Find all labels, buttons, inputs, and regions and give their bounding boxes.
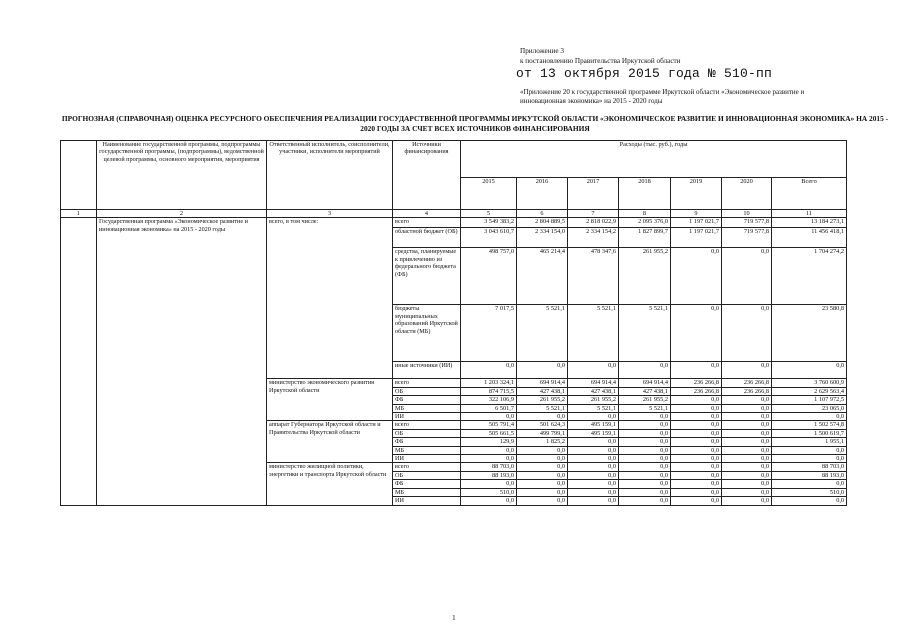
year-value: 261 955,2 (568, 396, 619, 404)
year-value: 0,0 (722, 480, 772, 488)
year-value: 0,0 (671, 396, 722, 404)
year-value: 0,0 (722, 421, 772, 429)
funding-source: ОБ (393, 387, 461, 395)
resolution-date: от 13 октября 2015 года № 510-пп (516, 66, 773, 81)
year-value: 236 266,8 (671, 379, 722, 387)
funding-source: ИИ (393, 455, 461, 463)
year-value: 0,0 (517, 455, 568, 463)
year-value: 0,0 (619, 429, 671, 437)
year-value: 0,0 (722, 438, 772, 446)
year-value: 0,0 (671, 463, 722, 471)
year-value: 0,0 (619, 455, 671, 463)
executor-name: аппарат Губернатора Иркутской области и Правительства Иркутской области (267, 421, 393, 463)
year-value: 0,0 (619, 421, 671, 429)
year-value: 1 203 324,1 (461, 379, 517, 387)
year-value: 0,0 (722, 497, 772, 505)
year-value: 1 197 021,7 (671, 218, 722, 228)
year-value: 465 214,4 (517, 248, 568, 305)
year-value: 495 159,1 (568, 429, 619, 437)
funding-source: всего (393, 463, 461, 471)
year-value: 0,0 (722, 396, 772, 404)
year-value: 0,0 (568, 455, 619, 463)
program-name: Государственная программа «Экономическое развитие и инновационная экономика» на 2015 - 2020 годы (97, 218, 267, 505)
funding-source: ОБ (393, 471, 461, 479)
year-value: 0,0 (461, 413, 517, 421)
year-value: 0,0 (722, 248, 772, 305)
funding-source: ИИ (393, 497, 461, 505)
appendix-quote: «Приложение 20 к государственной программе Иркутской области «Экономическое развитие и инновационная экономика» на 2015 - 2020 годы (520, 88, 805, 105)
year-value: 5 521,1 (568, 305, 619, 362)
year-value: 236 266,8 (722, 379, 772, 387)
year-value: 0,0 (461, 480, 517, 488)
year-value: 0,0 (461, 362, 517, 379)
total-value: 1 955,1 (772, 438, 847, 446)
year-value: 5 521,1 (619, 305, 671, 362)
year-value: 236 266,8 (722, 387, 772, 395)
funding-source: МБ (393, 446, 461, 454)
table-row (61, 218, 847, 228)
funding-source: бюджеты муниципальных образований Иркутской области (МБ) (393, 305, 461, 362)
year-value: 3 043 610,7 (461, 228, 517, 248)
year-value: 261 955,2 (517, 396, 568, 404)
header-year: 2020 (722, 178, 772, 210)
year-value: 0,0 (671, 248, 722, 305)
year-value: 88 193,0 (461, 471, 517, 479)
year-value: 0,0 (619, 488, 671, 496)
funding-source: МБ (393, 488, 461, 496)
year-value: 694 914,4 (619, 379, 671, 387)
column-number: 8 (619, 210, 671, 218)
year-value: 5 521,1 (619, 404, 671, 412)
year-value: 1 827 899,7 (619, 228, 671, 248)
header-index (61, 141, 97, 210)
year-value: 0,0 (722, 413, 772, 421)
year-value: 0,0 (517, 480, 568, 488)
year-value: 236 266,8 (671, 387, 722, 395)
header-executor: Ответственный исполнитель, соисполнители, участники, исполнители мероприятий (267, 141, 393, 210)
total-value: 23 580,8 (772, 305, 847, 362)
column-number: 3 (267, 210, 393, 218)
header-year: Всего (772, 178, 847, 210)
year-value: 505 791,4 (461, 421, 517, 429)
year-value: 0,0 (722, 446, 772, 454)
header-year: 2019 (671, 178, 722, 210)
year-value: 0,0 (568, 362, 619, 379)
resolution-label: к постановлению Правительства Иркутской области (520, 57, 681, 65)
header-year: 2016 (517, 178, 568, 210)
year-value: 0,0 (517, 446, 568, 454)
total-value: 1 107 972,5 (772, 396, 847, 404)
funding-source: областной бюджет (ОБ) (393, 228, 461, 248)
year-value: 5 521,1 (517, 404, 568, 412)
total-value: 13 184 273,1 (772, 218, 847, 228)
year-value: 0,0 (671, 497, 722, 505)
funding-source: всего (393, 421, 461, 429)
year-value: 0,0 (568, 438, 619, 446)
funding-source: ФБ (393, 480, 461, 488)
header-year: 2017 (568, 178, 619, 210)
funding-source: иные источники (ИИ) (393, 362, 461, 379)
column-number: 5 (461, 210, 517, 218)
column-number: 6 (517, 210, 568, 218)
year-value: 0,0 (671, 421, 722, 429)
year-value: 510,0 (461, 488, 517, 496)
header-expenses: Расходы (тыс. руб.), годы (461, 141, 847, 178)
year-value: 0,0 (619, 446, 671, 454)
year-value: 322 106,9 (461, 396, 517, 404)
year-value: 0,0 (619, 480, 671, 488)
funding-source: ФБ (393, 438, 461, 446)
year-value: 5 521,1 (568, 404, 619, 412)
year-value: 0,0 (517, 488, 568, 496)
year-value: 499 799,1 (517, 429, 568, 437)
total-value: 0,0 (772, 362, 847, 379)
year-value: 0,0 (568, 446, 619, 454)
year-value: 0,0 (619, 413, 671, 421)
appendix-label: Приложение 3 (520, 47, 564, 55)
year-value: 2 334 154,0 (517, 228, 568, 248)
year-value: 0,0 (722, 429, 772, 437)
year-value: 0,0 (671, 471, 722, 479)
executor-name: министерство жилищной политики, энергетики и транспорта Иркутской области (267, 463, 393, 505)
total-value: 0,0 (772, 480, 847, 488)
year-value: 0,0 (517, 497, 568, 505)
year-value: 498 757,0 (461, 248, 517, 305)
total-value: 0,0 (772, 446, 847, 454)
column-number: 10 (722, 210, 772, 218)
year-value: 7 017,5 (461, 305, 517, 362)
header-year: 2018 (619, 178, 671, 210)
year-value: 0,0 (722, 362, 772, 379)
year-value: 0,0 (619, 497, 671, 505)
total-value: 11 456 418,1 (772, 228, 847, 248)
total-value: 88 193,0 (772, 471, 847, 479)
year-value: 3 549 383,2 (461, 218, 517, 228)
year-value: 2 804 889,5 (517, 218, 568, 228)
total-value: 1 704 274,2 (772, 248, 847, 305)
page-number: 1 (452, 613, 456, 622)
year-value: 0,0 (568, 488, 619, 496)
year-value: 427 438,1 (568, 387, 619, 395)
year-value: 0,0 (671, 413, 722, 421)
year-value: 478 347,6 (568, 248, 619, 305)
year-value: 0,0 (461, 455, 517, 463)
funding-source: всего (393, 379, 461, 387)
total-value: 2 629 563,4 (772, 387, 847, 395)
year-value: 0,0 (517, 362, 568, 379)
year-value: 0,0 (671, 429, 722, 437)
header-source: Источники финансирования (393, 141, 461, 210)
year-value: 2 818 022,9 (568, 218, 619, 228)
column-number: 2 (97, 210, 267, 218)
row-index-cell (61, 218, 97, 505)
total-value: 0,0 (772, 413, 847, 421)
year-value: 505 661,5 (461, 429, 517, 437)
funding-source: ИИ (393, 413, 461, 421)
year-value: 0,0 (722, 305, 772, 362)
year-value: 427 438,1 (619, 387, 671, 395)
year-value: 0,0 (671, 305, 722, 362)
funding-source: МБ (393, 404, 461, 412)
year-value: 0,0 (671, 488, 722, 496)
year-value: 874 715,5 (461, 387, 517, 395)
year-value: 0,0 (568, 480, 619, 488)
year-value: 0,0 (517, 471, 568, 479)
year-value: 694 914,4 (517, 379, 568, 387)
header-name: Наименование государственной программы, подпрограммы государственной программы, (подпрограммы), ведомственной целевой программы, основного мероприятия, мероприятия (97, 141, 267, 210)
header-year: 2015 (461, 178, 517, 210)
total-value: 3 760 600,9 (772, 379, 847, 387)
year-value: 6 501,7 (461, 404, 517, 412)
year-value: 0,0 (671, 446, 722, 454)
year-value: 2 334 154,2 (568, 228, 619, 248)
year-value: 0,0 (619, 471, 671, 479)
total-value: 1 502 574,8 (772, 421, 847, 429)
column-number: 11 (772, 210, 847, 218)
year-value: 719 577,8 (722, 228, 772, 248)
funding-source: средства, планируемые к привлечению из федерального бюджета (ФБ) (393, 248, 461, 305)
column-number: 9 (671, 210, 722, 218)
page-title: ПРОГНОЗНАЯ (СПРАВОЧНАЯ) ОЦЕНКА РЕСУРСНОГО ОБЕСПЕЧЕНИЯ РЕАЛИЗАЦИИ ГОСУДАРСТВЕННОЙ ПРОГРАММЫ ИРКУТСКОЙ ОБЛАСТИ «ЭКОНОМИЧЕСКОЕ РАЗВИТИЕ И ИННОВАЦИОННАЯ ЭКОНОМИКА» НА 2015 - 2020 ГОДЫ ЗА СЧЕТ ВСЕХ ИСТОЧНИКОВ ФИНАНСИРОВАНИЯ (61, 114, 889, 133)
year-value: 0,0 (722, 455, 772, 463)
year-value: 0,0 (619, 463, 671, 471)
year-value: 0,0 (517, 463, 568, 471)
year-value: 0,0 (461, 446, 517, 454)
year-value: 0,0 (619, 362, 671, 379)
year-value: 495 159,1 (568, 421, 619, 429)
year-value: 0,0 (722, 404, 772, 412)
year-value: 0,0 (568, 471, 619, 479)
executor-name: министерство экономического развития Иркутской области (267, 379, 393, 421)
total-value: 510,0 (772, 488, 847, 496)
year-value: 0,0 (619, 438, 671, 446)
year-value: 1 197 021,7 (671, 228, 722, 248)
year-value: 427 438,1 (517, 387, 568, 395)
year-value: 0,0 (722, 488, 772, 496)
funding-source: всего (393, 218, 461, 228)
total-value: 0,0 (772, 497, 847, 505)
funding-source: ФБ (393, 396, 461, 404)
year-value: 2 095 376,0 (619, 218, 671, 228)
funding-source: ОБ (393, 429, 461, 437)
year-value: 129,9 (461, 438, 517, 446)
column-number: 1 (61, 210, 97, 218)
year-value: 0,0 (671, 455, 722, 463)
total-value: 88 703,0 (772, 463, 847, 471)
year-value: 0,0 (461, 497, 517, 505)
resource-table (60, 140, 847, 506)
total-value: 1 500 619,7 (772, 429, 847, 437)
year-value: 261 955,2 (619, 248, 671, 305)
year-value: 0,0 (517, 413, 568, 421)
year-value: 1 825,2 (517, 438, 568, 446)
executor-name: всего, в том числе: (267, 218, 393, 379)
year-value: 0,0 (722, 471, 772, 479)
year-value: 0,0 (568, 463, 619, 471)
year-value: 0,0 (671, 480, 722, 488)
total-value: 0,0 (772, 455, 847, 463)
year-value: 0,0 (671, 438, 722, 446)
column-number: 4 (393, 210, 461, 218)
year-value: 501 624,3 (517, 421, 568, 429)
column-number: 7 (568, 210, 619, 218)
year-value: 0,0 (671, 404, 722, 412)
year-value: 88 703,0 (461, 463, 517, 471)
year-value: 0,0 (722, 463, 772, 471)
total-value: 23 065,0 (772, 404, 847, 412)
table-header-row-1 (61, 141, 847, 178)
column-numbers-row (61, 210, 847, 218)
year-value: 719 577,8 (722, 218, 772, 228)
year-value: 694 914,4 (568, 379, 619, 387)
year-value: 261 955,2 (619, 396, 671, 404)
year-value: 0,0 (671, 362, 722, 379)
year-value: 0,0 (568, 497, 619, 505)
year-value: 0,0 (568, 413, 619, 421)
year-value: 5 521,1 (517, 305, 568, 362)
